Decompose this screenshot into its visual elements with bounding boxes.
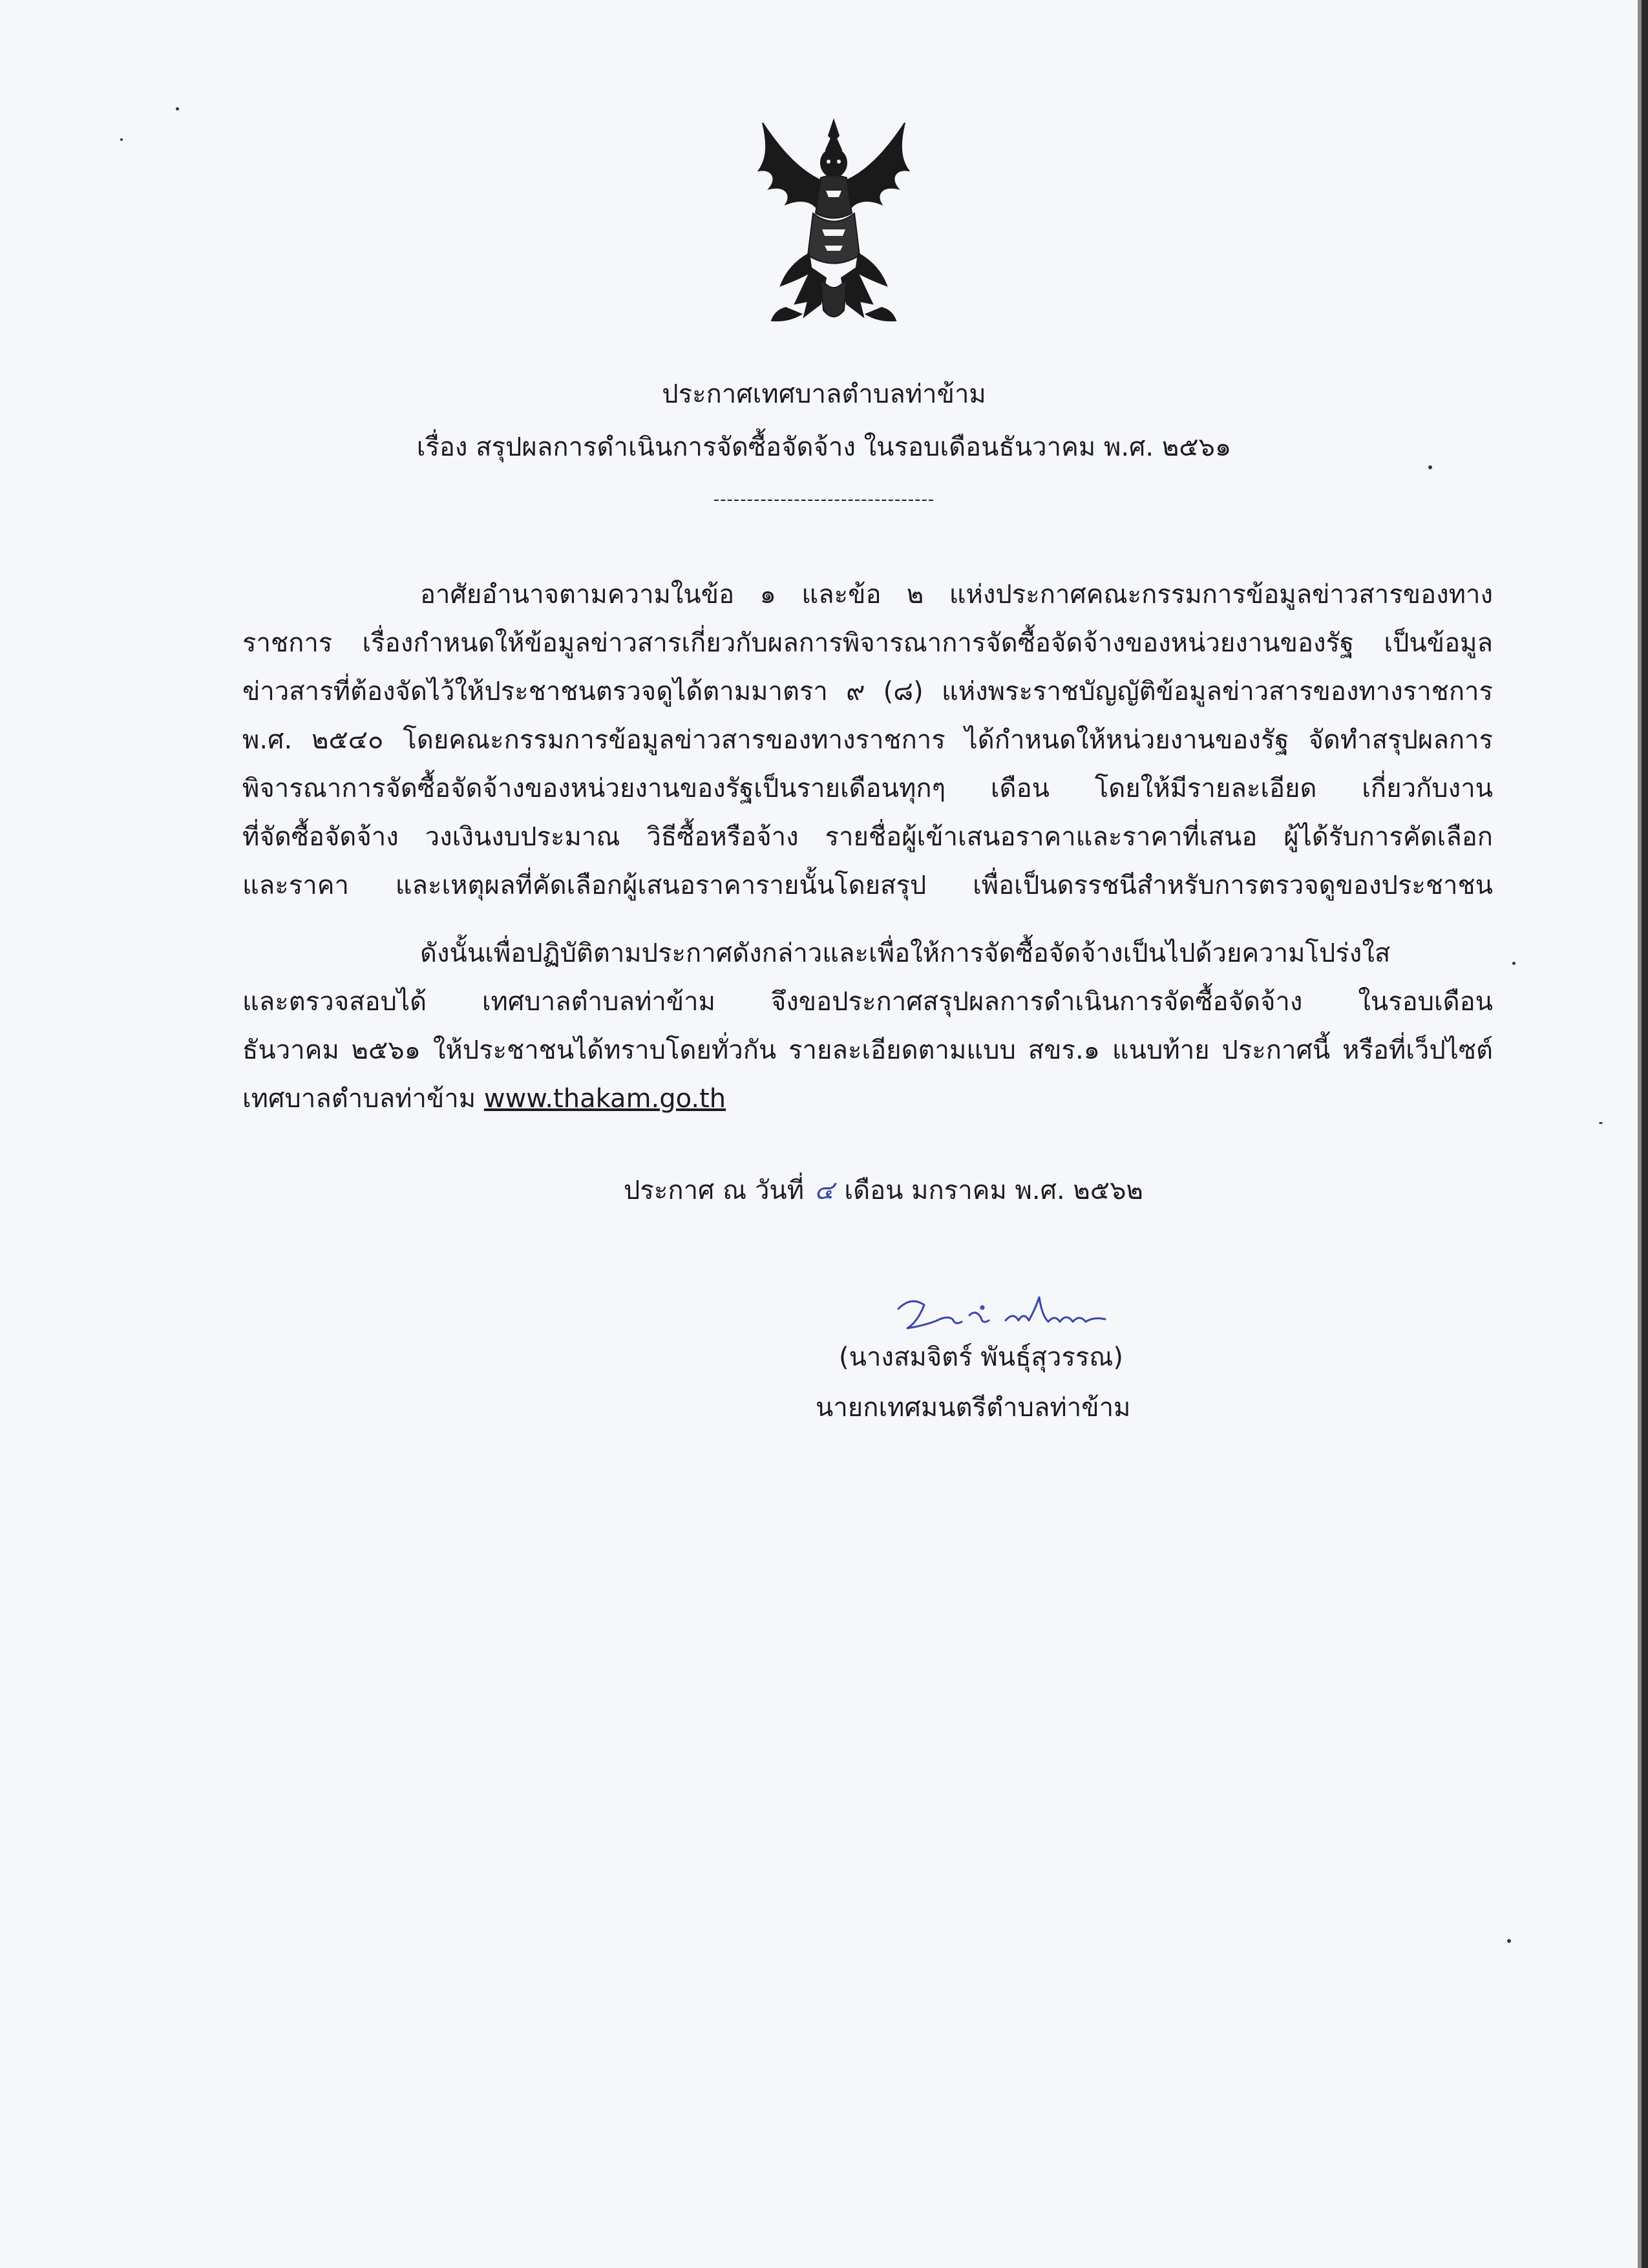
paragraph-line (242, 1086, 726, 1112)
website-link[interactable]: www.thakam.go.th (483, 1084, 726, 1114)
scan-speck (1507, 1939, 1511, 1943)
paragraph-line: ธันวาคม ๒๕๖๑ ให้ประชาชนได้ทราบโดยทั่วกัน รายละเอียดตามแบบ สขร.๑ แนบท้าย ประกาศนี้ หรือที่เว็ปไซต์ (242, 1035, 1493, 1065)
scan-speck (1428, 465, 1432, 469)
scan-speck (120, 138, 123, 141)
signer-position: นายกเทศมนตรีตำบลท่าข้าม (816, 1393, 1131, 1423)
garuda-emblem-icon (750, 116, 918, 330)
paragraph-line: และตรวจสอบได้ เทศบาลตำบลท่าข้าม จึงขอประกาศสรุปผลการดำเนินการจัดซื้อจัดจ้าง ในรอบเดือน (242, 987, 1493, 1017)
signer-name: (นางสมจิตร์ พันธุ์สุวรรณ) (839, 1342, 1124, 1372)
date-day: ๔ (814, 1176, 834, 1205)
scan-edge (1642, 0, 1648, 2268)
scan-speck (1512, 962, 1516, 965)
heading-divider: --------------------------------- (713, 490, 935, 509)
announcement-title: ประกาศเทศบาลตำบลท่าข้าม (662, 379, 986, 409)
paragraph-line: ที่จัดซื้อจัดจ้าง วงเงินงบประมาณ วิธีซื้อหรือจ้าง รายชื่อผู้เข้าเสนอราคาและราคาที่เสนอ ผู้ได้รับการคัดเลือก (242, 822, 1493, 852)
date-prefix: ประกาศ ณ วันที่ (624, 1176, 805, 1205)
paragraph-line: และราคา และเหตุผลที่คัดเลือกผู้เสนอราคารายนั้นโดยสรุป เพื่อเป็นดรรชนีสำหรับการตรวจดูของประชาชน (242, 871, 1493, 900)
paragraph-line: พิจารณาการจัดซื้อจัดจ้างของหน่วยงานของรัฐเป็นรายเดือนทุกๆ เดือน โดยให้มีรายละเอียด เกี่ยวกับงาน (242, 774, 1493, 803)
scan-speck (176, 107, 179, 111)
paragraph-line: พ.ศ. ๒๕๔๐ โดยคณะกรรมการข้อมูลข่าวสารของทางราชการ ได้กำหนดให้หน่วยงานของรัฐ จัดทำสรุปผลการ (242, 725, 1493, 755)
paragraph-line: ข่าวสารที่ต้องจัดไว้ให้ประชาชนตรวจดูได้ตามมาตรา ๙ (๘) แห่งพระราชบัญญัติข้อมูลข่าวสารของทางราชการ (242, 677, 1493, 706)
paragraph-text: เทศบาลตำบลท่าข้าม (242, 1084, 484, 1114)
paragraph-line: อาศัยอำนาจตามความในข้อ ๑ และข้อ ๒ แห่งประกาศคณะกรรมการข้อมูลข่าวสารของทาง (420, 580, 1493, 609)
announcement-date (624, 1178, 1143, 1203)
date-suffix: เดือน มกราคม พ.ศ. ๒๕๖๒ (844, 1176, 1143, 1205)
scan-speck (1599, 1122, 1603, 1124)
handwritten-signature (885, 1283, 1131, 1341)
announcement-subject: เรื่อง สรุปผลการดำเนินการจัดซื้อจัดจ้าง ในรอบเดือนธันวาคม พ.ศ. ๒๕๖๑ (416, 432, 1232, 462)
paragraph-line: ดังนั้นเพื่อปฏิบัติตามประกาศดังกล่าวและเพื่อให้การจัดซื้อจัดจ้างเป็นไปด้วยความโปร่งใส (420, 938, 1391, 968)
paragraph-line: ราชการ เรื่องกำหนดให้ข้อมูลข่าวสารเกี่ยวกับผลการพิจารณาการจัดซื้อจัดจ้างของหน่วยงานของรัฐ เป็นข้อมูล (242, 628, 1493, 658)
